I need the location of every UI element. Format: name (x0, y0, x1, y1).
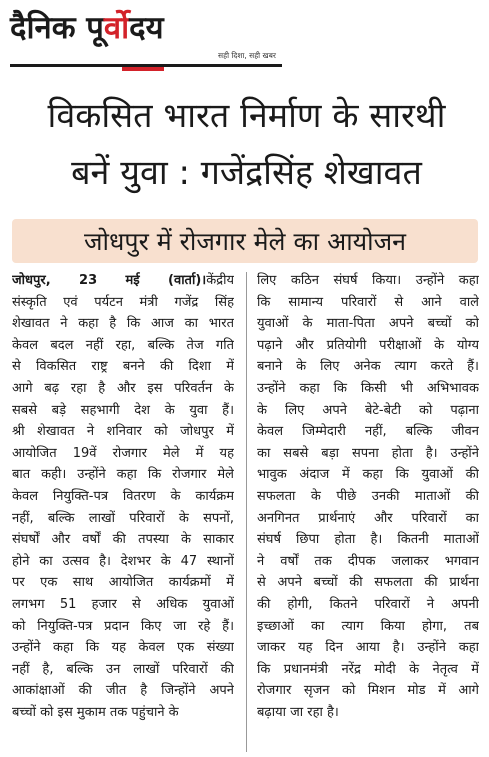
article-line: उन्होंने कहा कि यह केवल एक संख्या (12, 640, 234, 656)
article-line: बच्चों को इस मुकाम तक पहुंचाने के (12, 704, 179, 720)
article-line: से अपने बच्चों की सफलता की प्रार्थना (257, 575, 479, 591)
masthead (10, 6, 282, 72)
article-line: ने वर्षों तक दीपक जलाकर भगवान (257, 553, 479, 569)
article-line: होने का उत्सव है। देशभर के 47 स्थानों (12, 553, 234, 569)
subhead-banner (12, 219, 478, 263)
logo-text-accent: र्वो (103, 10, 130, 46)
article-line: कि सामान्य परिवारों से आने वाले (257, 294, 479, 310)
article-line: नहीं, बल्कि लाखों परिवारों के सपनों, (12, 510, 234, 526)
article-line: आगे बढ़ रहा है और इस परिवर्तन के (12, 380, 234, 396)
subhead: जोधपुर में रोजगार मेले का आयोजन (83, 227, 407, 256)
article-line: रोजगार सृजन को मिशन मोड में आगे (257, 683, 479, 699)
article-line: केवल जिम्मेदारी नहीं, बल्कि जीवन (257, 424, 479, 440)
article-line: लिए कठिन संघर्ष किया। उन्होंने कहा (257, 273, 479, 288)
article-dateline: जोधपुर, 23 मई (वार्ता)। (12, 273, 207, 288)
article-line: इच्छाओं का त्याग किया होगा, तब (257, 618, 479, 634)
article-line: युवाओं के माता-पिता अपने बच्चों को (257, 316, 479, 332)
article-line: सफलता के पीछे उनकी माताओं की (257, 488, 479, 504)
article-line: बनाने के लिए अनेक त्याग करते हैं। (257, 359, 479, 375)
masthead-red-bar (122, 67, 164, 71)
article-line: भावुक अंदाज में कहा कि युवाओं की (257, 467, 479, 483)
headline (14, 88, 479, 202)
article-line: जाकर यह दिन आया है। उन्होंने कहा (257, 640, 479, 656)
masthead-tagline: सही दिशा, सही खबर (218, 51, 276, 60)
article-line: पर एक साथ आयोजित कार्यक्रमों में (12, 575, 234, 591)
headline-line-2: बनें युवा : गजेंद्रसिंह शेखावत (71, 153, 422, 193)
article-line: नहीं है, बल्कि उन लाखों परिवारों की (12, 661, 234, 677)
logo-text-end: दय (129, 10, 164, 46)
logo-text-main: दैनिक पू (10, 10, 104, 46)
article-column-left (12, 270, 234, 723)
newspaper-logo (10, 6, 164, 48)
article-line: शेखावत ने कहा है कि आज का भारत (12, 316, 234, 332)
article-line: केवल बदल नहीं रहा, बल्कि तेज गति (12, 337, 234, 353)
article-line: श्री शेखावत ने शनिवार को जोधपुर में (12, 424, 234, 440)
article-line: केवल नियुक्ति-पत्र वितरण के कार्यक्रम (12, 488, 234, 504)
article-line: बढ़ाया जा रहा है। (257, 704, 339, 720)
article-line: उन्होंने कहा कि किसी भी अभिभावक (257, 380, 479, 396)
article-line (12, 270, 234, 292)
article-line: संघर्ष छिपा होता है। कितनी माताओं (257, 532, 479, 548)
article-line: आयोजित 19वें रोजगार मेले में यह (12, 445, 234, 461)
article-line: अनगिनत प्रार्थनाएं और परिवारों का (257, 510, 479, 526)
column-divider (246, 272, 247, 752)
article-line: को नियुक्ति-पत्र प्रदान किए जा रहे हैं। (12, 618, 234, 634)
article-line: लगभग 51 हजार से अधिक युवाओं (12, 596, 234, 612)
article-line: कि प्रधानमंत्री नरेंद्र मोदी के नेतृत्व में (257, 661, 479, 677)
article-line: बात कही। उन्होंने कहा कि रोजगार मेले (12, 467, 234, 483)
article-line: के लिए अपने बेटे-बेटी को पढ़ाना (257, 402, 479, 418)
article-line-text: केंद्रीय (206, 273, 234, 288)
article-line: सबसे बड़े सहभागी देश के युवा हैं। (12, 402, 234, 418)
article-column-right (257, 270, 479, 723)
article-line: आकांक्षाओं की जीत है जिन्होंने अपने (12, 683, 234, 699)
article-line: की होगी, कितने परिवारों ने अपनी (257, 596, 479, 612)
article-line: संस्कृति एवं पर्यटन मंत्री गजेंद्र सिंह (12, 294, 234, 310)
article-line: संघर्षों और वर्षों की तपस्या के साकार (12, 532, 234, 548)
article-line: का सबसे बड़ा सपना होता है। उन्होंने (257, 445, 479, 461)
headline-line-1: विकसित भारत निर्माण के सारथी (47, 96, 446, 136)
article-line: पढ़ाने और प्रतियोगी परीक्षाओं के योग्य (257, 337, 479, 353)
article-line: से विकसित राष्ट्र बनने की दिशा में (12, 359, 234, 375)
